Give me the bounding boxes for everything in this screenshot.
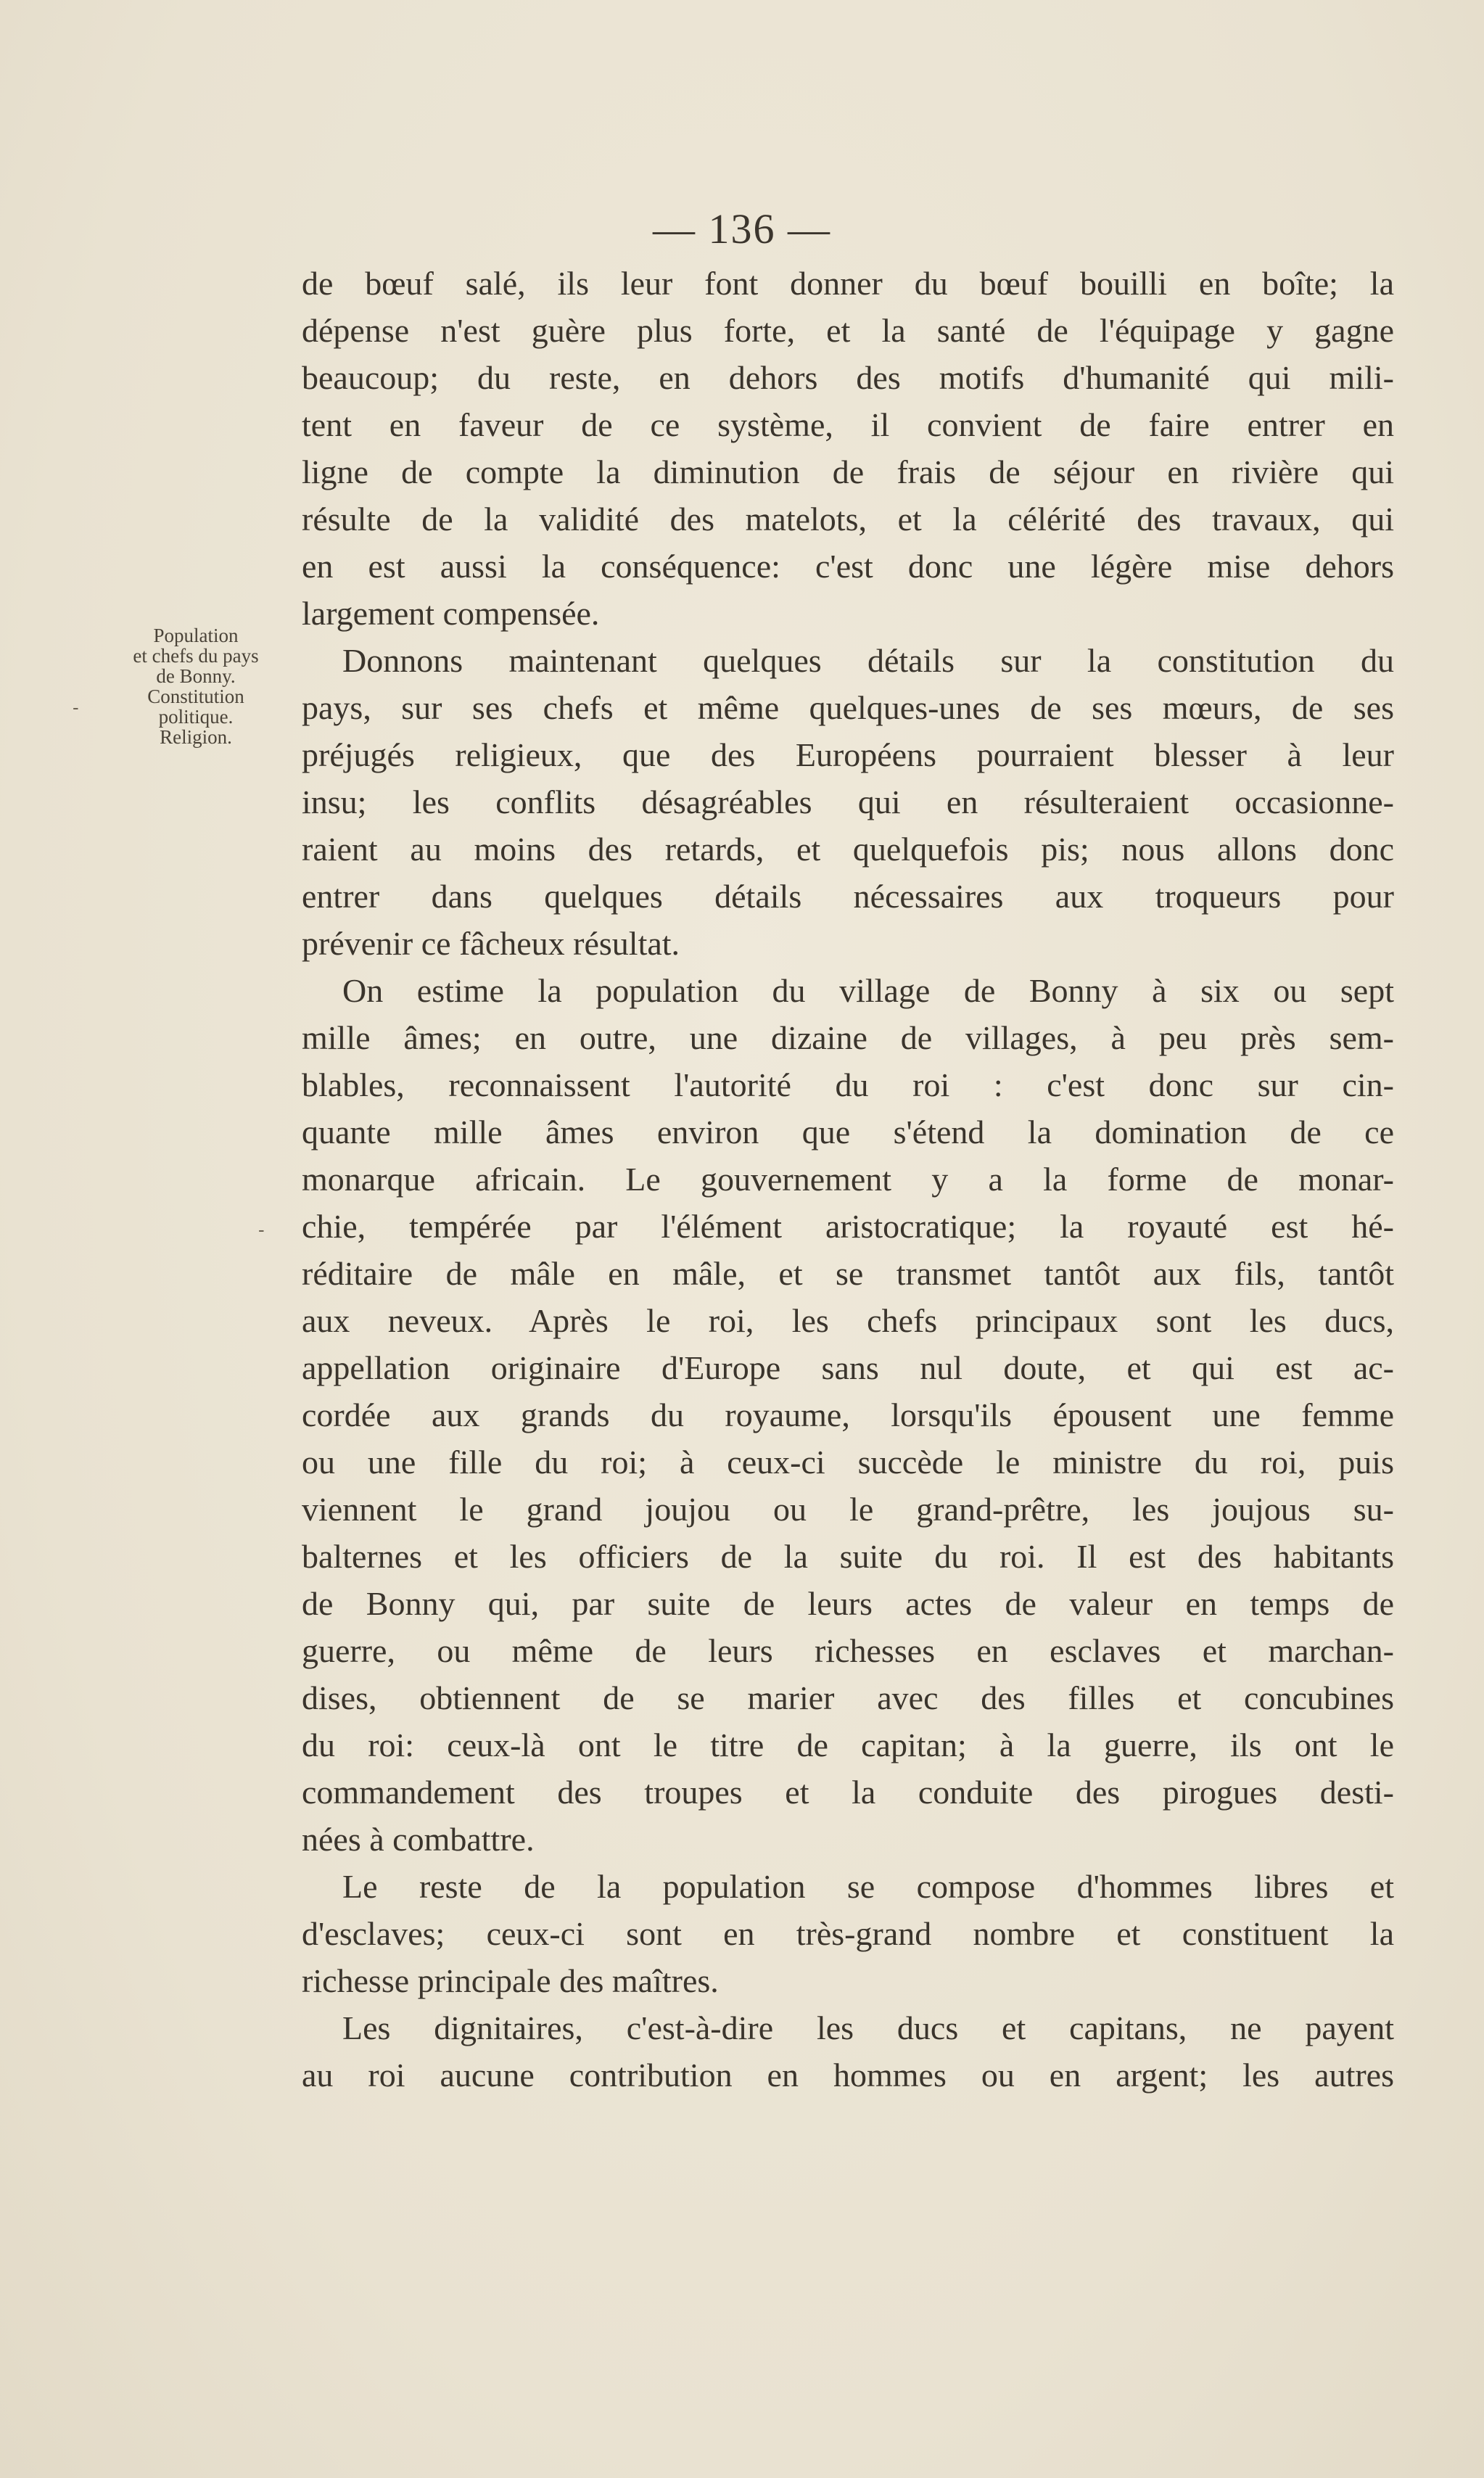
text-line: Le reste de la population se compose d'hommes libres et: [342, 1868, 1394, 1905]
text-line: commandement des troupes et la conduite des pirogues desti-: [302, 1774, 1394, 1811]
text-line: entrer dans quelques détails nécessaires aux troqueurs pour: [302, 878, 1394, 915]
text-line: Les dignitaires, c'est-à-dire les ducs et capitans, ne payent: [342, 2009, 1394, 2046]
text-line: guerre, ou même de leurs richesses en esclaves et marchan-: [302, 1632, 1394, 1669]
text-line: viennent le grand joujou ou le grand-prêtre, les joujous su-: [302, 1491, 1394, 1528]
text-line: chie, tempérée par l'élément aristocratique; la royauté est hé-: [302, 1208, 1394, 1245]
margin-notes: [102, 625, 290, 747]
text-line: ou une fille du roi; à ceux-ci succède le ministre du roi, puis: [302, 1444, 1394, 1481]
text-line: monarque africain. Le gouvernement y a la forme de monar-: [302, 1161, 1394, 1198]
text-line: aux neveux. Après le roi, les chefs principaux sont les ducs,: [302, 1302, 1394, 1339]
text-line: cordée aux grands du royaume, lorsqu'ils épousent une femme: [302, 1396, 1394, 1433]
text-line: d'esclaves; ceux-ci sont en très-grand nombre et constituent la: [302, 1915, 1394, 1952]
text-line: de Bonny qui, par suite de leurs actes de valeur en temps de: [302, 1585, 1394, 1622]
text-line: dépense n'est guère plus forte, et la santé de l'équipage y gagne: [302, 312, 1394, 349]
page-number: — 136 —: [653, 205, 831, 252]
text-line: appellation originaire d'Europe sans nul doute, et qui est ac-: [302, 1349, 1394, 1386]
text-line: au roi aucune contribution en hommes ou en argent; les autres: [302, 2057, 1394, 2094]
text-line: On estime la population du village de Bonny à six ou sept: [342, 972, 1394, 1009]
text-line: du roi: ceux-là ont le titre de capitan; à la guerre, ils ont le: [302, 1726, 1394, 1763]
text-line: tent en faveur de ce système, il convient de faire entrer en: [302, 406, 1394, 443]
margin-note: et chefs du pays: [133, 645, 259, 667]
text-line: en est aussi la conséquence: c'est donc une légère mise dehors: [302, 548, 1394, 585]
text-line: beaucoup; du reste, en dehors des motifs d'humanité qui mili-: [302, 359, 1394, 396]
text-line: nées à combattre.: [302, 1821, 535, 1858]
text-line: pays, sur ses chefs et même quelques-unes de ses mœurs, de ses: [302, 689, 1394, 726]
text-line: réditaire de mâle en mâle, et se transmet tantôt aux fils, tantôt: [302, 1255, 1394, 1292]
text-line: insu; les conflits désagréables qui en résulteraient occasionne-: [302, 783, 1394, 820]
margin-note: de Bonny.: [156, 665, 236, 687]
text-line: raient au moins des retards, et quelquefois pis; nous allons donc: [302, 831, 1394, 868]
text-line: balternes et les officiers de la suite du roi. Il est des habitants: [302, 1538, 1394, 1575]
text-line: ligne de compte la diminution de frais de séjour en rivière qui: [302, 453, 1394, 490]
text-line: mille âmes; en outre, une dizaine de villages, à peu près sem-: [302, 1019, 1394, 1056]
text-line: résulte de la validité des matelots, et la célérité des travaux, qui: [302, 501, 1394, 538]
text-line: préjugés religieux, que des Européens pourraient blesser à leur: [302, 736, 1394, 773]
text-line: richesse principale des maîtres.: [302, 1962, 719, 1999]
text-line: prévenir ce fâcheux résultat.: [302, 925, 680, 962]
text-line: largement compensée.: [302, 595, 600, 632]
text-line: quante mille âmes environ que s'étend la domination de ce: [302, 1114, 1394, 1150]
body-text: [302, 260, 1394, 2099]
margin-note: Population: [153, 625, 239, 646]
text-line: dises, obtiennent de se marier avec des filles et concubines: [302, 1679, 1394, 1716]
margin-note: Constitution: [147, 686, 244, 707]
text-line: blables, reconnaissent l'autorité du roi : c'est donc sur cin-: [302, 1066, 1394, 1103]
text-line: Donnons maintenant quelques détails sur la constitution du: [342, 642, 1394, 679]
margin-note: politique.: [158, 706, 234, 728]
margin-note: Religion.: [160, 726, 232, 748]
margin-dash: -: [73, 696, 79, 718]
margin-dash: -: [258, 1219, 265, 1240]
text-line: de bœuf salé, ils leur font donner du bœuf bouilli en boîte; la: [302, 265, 1394, 302]
